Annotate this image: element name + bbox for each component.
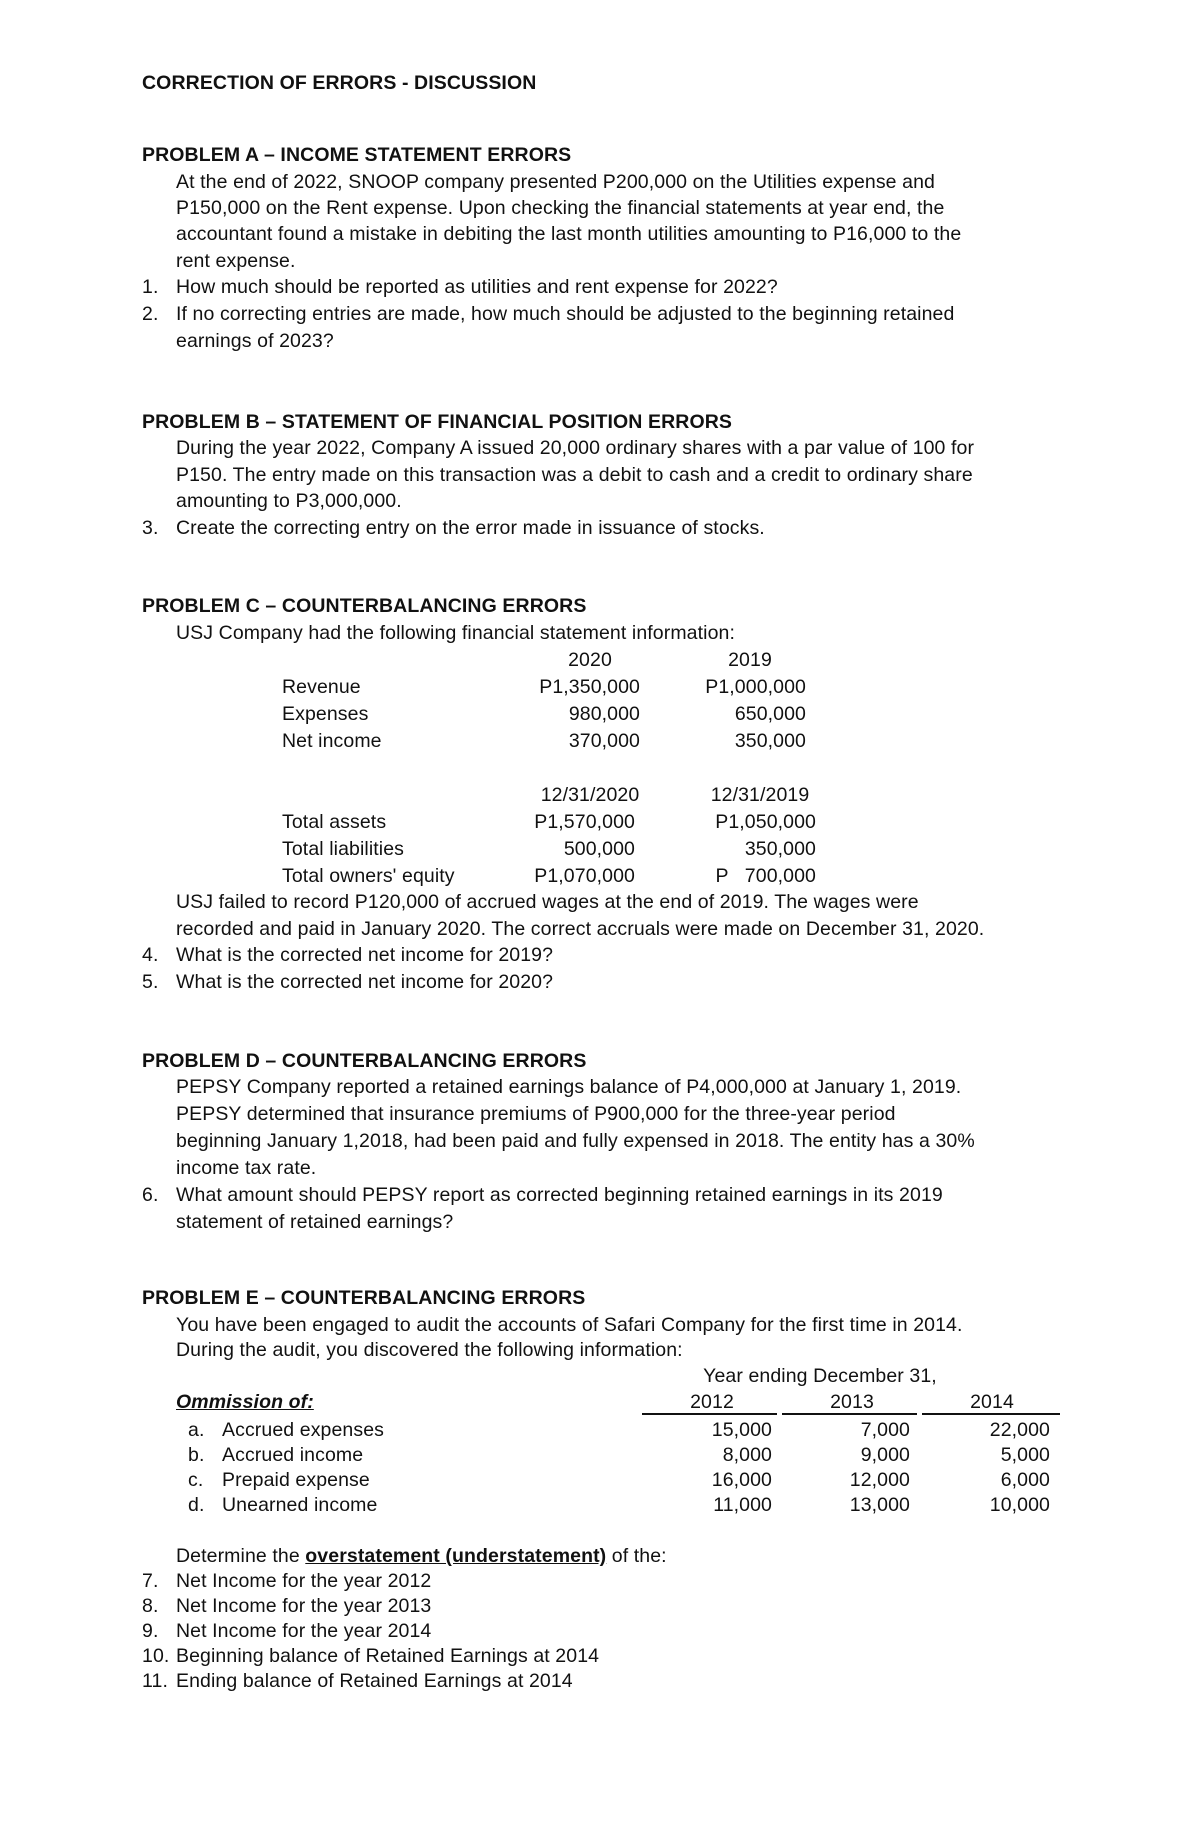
omission-row-value: 12,000 [849,1469,910,1491]
omission-year-header: 2012 [690,1391,734,1413]
omission-year-header: 2014 [970,1391,1014,1413]
question-2-cont: earnings of 2023? [176,330,334,352]
omission-row-value: 10,000 [989,1494,1050,1516]
omission-row-value: 13,000 [849,1494,910,1516]
omission-row-label: Accrued expenses [222,1419,385,1441]
problem-b-line: During the year 2022, Company A issued 20,000 ordinary shares with a par value of 100 for [176,437,975,459]
position-row-value: P1,070,000 [534,865,635,887]
problem-a-line: At the end of 2022, SNOOP company presented P200,000 on the Utilities expense and [176,171,935,193]
problem-b-line: amounting to P3,000,000. [176,490,402,512]
problem-a-line: accountant found a mistake in debiting the last month utilities amounting to P16,000 to the [176,223,962,245]
determine-instruction [176,1544,667,1568]
question-number: 10. [142,1645,170,1667]
income-row-value: P1,000,000 [705,676,806,698]
question-7: Net Income for the year 2012 [176,1570,432,1592]
income-year-header: 2020 [568,649,612,671]
question-1: How much should be reported as utilities and rent expense for 2022? [176,276,778,298]
question-number: 4. [142,944,159,966]
omission-row-value: 7,000 [860,1419,910,1441]
problem-b-heading: PROBLEM B – STATEMENT OF FINANCIAL POSITION ERRORS [142,411,733,433]
question-6-cont: statement of retained earnings? [176,1211,454,1233]
income-row-value: 370,000 [568,730,640,752]
header-underline [642,1413,777,1415]
question-number: 1. [142,276,159,298]
header-underline [782,1413,917,1415]
question-5: What is the corrected net income for 2020? [176,971,554,993]
problem-e-line: During the audit, you discovered the following information: [176,1339,683,1361]
income-row-value: P1,350,000 [539,676,640,698]
question-number: 3. [142,517,159,539]
header-underline [922,1413,1060,1415]
problem-d-line: PEPSY Company reported a retained earnings balance of P4,000,000 at January 1, 2019. [176,1076,962,1098]
income-row-value: 350,000 [734,730,806,752]
income-row-value: 650,000 [734,703,806,725]
income-row-label: Expenses [282,703,369,725]
determine-post: of the: [606,1545,667,1567]
income-year-header: 2019 [728,649,772,671]
question-2: If no correcting entries are made, how much should be adjusted to the beginning retained [176,303,955,325]
question-11: Ending balance of Retained Earnings at 2014 [176,1670,573,1692]
problem-a-line: P150,000 on the Rent expense. Upon checking the financial statements at year end, the [176,197,945,219]
question-number: 5. [142,971,159,993]
question-9: Net Income for the year 2014 [176,1620,432,1642]
omission-row-label: Accrued income [222,1444,364,1466]
omission-row-value: 11,000 [713,1494,772,1516]
income-row-value: 980,000 [568,703,640,725]
omission-row-letter: d. [188,1494,205,1516]
position-row-value: P 700,000 [715,865,816,887]
question-number: 9. [142,1620,159,1642]
question-number: 2. [142,303,159,325]
omission-row-value: 5,000 [1000,1444,1050,1466]
question-8: Net Income for the year 2013 [176,1595,432,1617]
problem-c-heading: PROBLEM C – COUNTERBALANCING ERRORS [142,595,587,617]
question-number: 8. [142,1595,159,1617]
question-6: What amount should PEPSY report as corrected beginning retained earnings in its 2019 [176,1184,943,1206]
problem-a-line: rent expense. [176,250,296,272]
omission-row-value: 22,000 [989,1419,1050,1441]
question-number: 7. [142,1570,159,1592]
omission-label: Ommission of: [176,1391,314,1413]
problem-b-line: P150. The entry made on this transaction was a debit to cash and a credit to ordinary share [176,464,973,486]
problem-e-heading: PROBLEM E – COUNTERBALANCING ERRORS [142,1287,586,1309]
omission-row-letter: b. [188,1444,205,1466]
omission-row-value: 16,000 [711,1469,772,1491]
determine-pre: Determine the [176,1545,306,1567]
problem-d-line: PEPSY determined that insurance premiums of P900,000 for the three-year period [176,1103,896,1125]
omission-row-label: Unearned income [222,1494,378,1516]
determine-emphasis: overstatement (understatement) [305,1545,607,1567]
income-row-label: Revenue [282,676,361,698]
omission-row-letter: a. [188,1419,205,1441]
problem-c-note: USJ failed to record P120,000 of accrued wages at the end of 2019. The wages were [176,891,919,913]
omission-row-value: 15,000 [711,1419,772,1441]
question-4: What is the corrected net income for 2019? [176,944,554,966]
problem-d-line: income tax rate. [176,1157,317,1179]
problem-c-note: recorded and paid in January 2020. The correct accruals were made on December 31, 2020. [176,918,985,940]
question-number: 6. [142,1184,159,1206]
question-number: 11. [142,1670,168,1692]
position-date-header: 12/31/2020 [540,784,640,806]
omission-row-value: 9,000 [860,1444,910,1466]
omission-row-value: 6,000 [1000,1469,1050,1491]
position-row-label: Total assets [282,811,387,833]
question-10: Beginning balance of Retained Earnings at 2014 [176,1645,600,1667]
question-3: Create the correcting entry on the error made in issuance of stocks. [176,517,765,539]
position-row-label: Total liabilities [282,838,405,860]
omission-row-label: Prepaid expense [222,1469,370,1491]
year-ending-header: Year ending December 31, [703,1365,937,1387]
position-row-value: P1,570,000 [534,811,635,833]
income-row-label: Net income [282,730,382,752]
problem-e-line: You have been engaged to audit the accounts of Safari Company for the first time in 2014. [176,1314,963,1336]
omission-row-value: 8,000 [722,1444,772,1466]
position-row-value: 500,000 [563,838,635,860]
omission-row-letter: c. [188,1469,204,1491]
problem-a-heading: PROBLEM A – INCOME STATEMENT ERRORS [142,144,572,166]
position-row-label: Total owners' equity [282,865,455,887]
problem-d-heading: PROBLEM D – COUNTERBALANCING ERRORS [142,1050,587,1072]
position-row-value: 350,000 [744,838,816,860]
position-row-value: P1,050,000 [715,811,816,833]
problem-c-intro: USJ Company had the following financial statement information: [176,622,735,644]
document-title: CORRECTION OF ERRORS - DISCUSSION [142,72,537,94]
position-date-header: 12/31/2019 [710,784,810,806]
problem-d-line: beginning January 1,2018, had been paid and fully expensed in 2018. The entity has a 30% [176,1130,975,1152]
omission-year-header: 2013 [830,1391,874,1413]
